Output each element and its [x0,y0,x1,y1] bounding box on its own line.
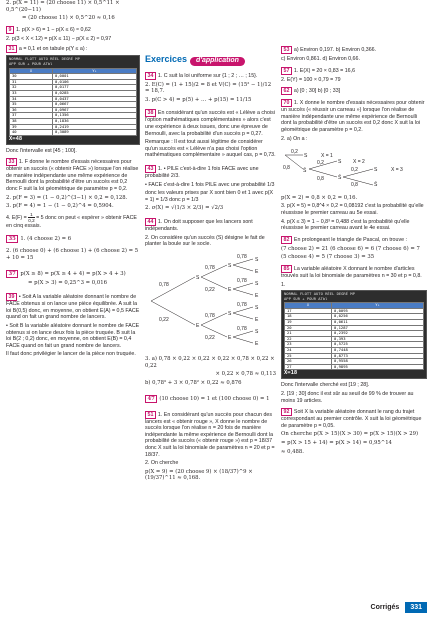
tree1-node-e2: E [228,286,232,293]
calc1-cell-x: 31 [10,79,53,85]
exercise-number-35: 35 [6,235,18,243]
ex53-b: b) Environ 0,366. [335,47,377,53]
column-3 [281,0,427,457]
calc2-cell-x: 17 [285,308,332,314]
tree2-prob-5: 0,2 [351,167,358,174]
ex57-line-2: 2. E(Y) = 100 × 0,79 = 79 [281,76,341,83]
calc2-cell-y: 0,0611 [332,320,424,326]
ex44-part4: b) 0,78³ + 3 × 0,78² × 0,22 ≈ 0,876 [145,380,242,387]
calc1-table [9,68,137,136]
ex35-text-a: 1. (4 choose 2) = 6 [20,236,72,243]
probability-tree-2 [281,147,421,187]
exercise-number-44: 44 [145,218,156,226]
ex82-part1 [281,236,427,244]
calc2-subheader: APP SUR + POUR ΔTbl [284,295,328,301]
exercise-number-51: 51 [145,411,156,419]
calc2-cell-x: 23 [285,342,332,348]
calc1-cell-y: 0,3089 [52,130,136,136]
calc2-cell-y: 0,1287 [332,325,424,331]
exercises-header [145,56,276,66]
calc1-foot: X=48 [9,135,23,142]
calc2-row [285,364,424,370]
ex62-b: b) [0 ; 33] [317,88,341,95]
tree1-prob-6: 0,22 [205,334,215,341]
ex33-part2: 2. p(F = 3) = (1 − 0,2)^(3−1) × 0,2 = 0,128. [6,194,128,201]
ex92-text-a: Soit X la variable aléatoire donnant le rang du trajet correspondant au premier contrôle. X suit la loi géométrique de paramètre p = 0,05. [281,409,422,429]
ex34-line-1 [145,72,276,80]
tree1-prob-10: 0,78 [237,325,247,332]
tree1-node-s2: S [228,262,232,269]
ex43-text-a: 1. • PILE c'est-à-dire 1 fois FACE avec une probabilité 2/3. [145,165,259,179]
ex51-text-a: 1. En considérant qu'un succès pour chacun des lancers est « obtenir rouge », X donne le nombre de succès lorsque l'on réalise n = 20 fois de manière indépendante la même expérience de Bernoulli dont la probabilité de succès (« obtenir rouge ») est p = 18/37 donc X suit la loi binomiale de paramètres n = 20 et p = 18/37. [145,411,275,458]
ex33-part4-pre: 4. E(F) = [6,214,29,221]
ex53-line-2 [281,56,427,63]
tree2-node-sb2: S̄ [338,175,342,182]
ex43-part2: • FACE c'est-à-dire 1 fois PILE avec une probabilité 1/3 [145,181,275,188]
ex33-part4 [6,212,140,230]
application-pill: d'application [190,57,245,66]
calc2-body [285,308,424,370]
exercise-number-31: 9 [6,26,14,34]
calc1-cell-y: 0,0967 [52,107,136,113]
ex31-line-2: 2. p(3 < X < 12) = p(X ≤ 11) − p(X ≤ 2) ≈ 0,97 [6,35,112,42]
ex33-part3: 3. p(F = 4) = 1 − (1 − 0,2)^4 = 0,5904. [6,203,114,210]
tree2-node-s1: S [304,153,308,160]
ex53-c: c) Environ 0,861. [281,56,322,62]
calc2-cell-y: 0,8773 [332,353,424,359]
calc1-cell-y: 0,0437 [52,96,136,102]
tree2-prob-1: 0,2 [291,149,298,156]
ex92-part2: On cherche p(X > 15)(X > 30) = p(X > 15)(X > 29) [281,431,419,438]
tree2-prob-4: 0,8 [317,176,324,183]
tree2-x1: X = 1 [321,153,333,160]
ex44-part1 [145,218,276,233]
exercise-number-39: 39 [6,293,17,301]
calc2-cell-x: 21 [285,331,332,337]
ex82-text-a: En prolongeant le triangle de Pascal, on trouve : [293,236,407,243]
calc2-cell-x: 18 [285,314,332,320]
ex70-part2: 2. a) On a : [281,135,308,142]
calc2-cell-y: 0,0256 [332,314,424,320]
ex34-text-a: 1. C suit la loi uniforme sur {1 ; 2 ; … ; 15}. [157,72,258,79]
calc2-cell-y: 0,393 [332,336,424,342]
ex43-part3: donc les valeurs prises par X sont bien 0 et 1 avec p(X = 1) = 1/3 donc p = 1/3 [145,190,274,203]
tree1-node-e3: E [228,334,232,341]
calc1-cell-y: 0,0001 [52,74,136,80]
ex51-part1 [145,411,276,459]
tree2-x2: X = 2 [353,159,365,166]
ex51-part3: p(X = 9) = (20 choose 9) × (18/37)^9 × (19/37)^11 ≈ 0,168. [145,468,253,482]
exercises-title: Exercices [145,54,188,64]
calc2-cell-x: 19 [285,320,332,326]
calc1-subheader: APP SUR + POUR ΔTbl [9,60,53,66]
ex31-text: 1. p(X > 6) = 1 − p(X ≤ 6) ≈ 0,62 [15,26,91,33]
calc2-cell-x: 27 [285,364,332,370]
ex34-line-3: 3. p(C > 4) = p(5) + … + p(15) = 11/15 [145,96,252,103]
ex35-line-1 [6,235,140,243]
calc2-col-y: Y₁ [332,303,424,309]
tree1-leaf-4: E [255,292,259,299]
ex92-part3: = p(X > 15 + 14) = p(X > 14) = 0,95^14 [281,439,392,446]
exercise-number-92: 92 [281,408,292,416]
ex85-part1 [281,265,427,280]
ex44-part2: 2. On considère qu'un succès (S) désigne le fait de planter la boule sur le socle. [145,234,265,248]
page-number: 331 [405,602,427,613]
calc1-cell-x: 33 [10,90,53,96]
calc2-cell-y: 0,9558 [332,359,424,365]
tree1-prob-4: 0,22 [205,286,215,293]
ex37-text-a: p(X ≥ 8) = p(X ≥ 4 + 4) = p(X > 4 + 3) [20,270,126,277]
calc1-cell-y: 0,1836 [52,118,136,124]
calc2-cell-y: 0,5725 [332,342,424,348]
exercise-number-43: 43 [145,165,156,173]
column-2 [145,0,276,484]
tree1-prob-8: 0,78 [237,277,247,284]
ex53-a: a) Environ 0,197. [293,47,335,53]
exercise-number-70: 70 [281,99,292,107]
tree1-prob-1: 0,78 [159,281,169,288]
ex35-line-2: 2. (6 choose 0) + (6 choose 1) + (6 choose 2) = 5 + 10 = 15 [6,248,139,262]
calc2-cell-x: 25 [285,353,332,359]
ex82-part3: (5 choose 4) = 5 (7 choose 3) = 35 [281,254,375,261]
calc1-cell-y: 0,1356 [52,113,136,119]
exercise-number-62: 62 [281,87,292,95]
exercise-number-82: 82 [281,236,292,244]
ex47-text: (10 choose 10) = 1 et (100 choose 0) = 1 [159,395,270,402]
ex44-text-a: 1. On doit supposer que les lancers sont indépendants. [145,218,253,232]
calc1-cell-x: 38 [10,118,53,124]
exercise-number-33: 33 [6,158,17,166]
exercise-number-37: 37 [6,270,18,278]
tree1-leaf-6: E [255,316,259,323]
ex33-frac-num: 1 [30,211,33,217]
ex43-part4: 2. σ(X) = √(1/3 × 2/3) = √2/3 [145,205,224,212]
ex43-part1 [145,165,276,180]
ex33-part1 [6,158,140,192]
tree1-leaf-3: S [255,280,259,287]
tree1-prob-9: 0,78 [237,301,247,308]
ex44-part3: 3. a) 0,78 × 0,22 × 0,22 × 0,22 × 0,78 × 0,22 × 0,22 [145,356,275,369]
calc1-cell-y: 0,0285 [52,90,136,96]
ex92-part4: ≈ 0,488. [281,448,304,455]
ex38-part2: Remarque : Il est tout aussi légitime de considérer qu'un succès est « Lélève n'a pas choisi l'option mathématiques complémentaire » auquel cas, p = 0,73. [145,139,276,159]
ex33-part4-post: = 5 donc on peut « espérer » obtenir FACE en cinq essais. [6,214,137,229]
footer-label: Corrigés [370,604,400,611]
ex57-a: 1. E(X) = 20 × 0,83 = 16,6 [293,67,356,74]
exercise-number-85: 85 [281,265,292,273]
ex38-text-a: En considérant qu'un succès est « Lélève a choisi l'option mathématiques complémentaires » alors c'est une expérience à deux issues, donc une épreuve de Bernoulli, avec la probabilité d'un succès p = 0,27. [145,110,275,137]
tree2-prob-6: 0,8 [351,182,358,188]
calc1-col-x: X [10,68,53,74]
ex37-line-2: = p(X > 3) = 0,25^3 = 0,016 [28,279,107,286]
exercise-number-53: 53 [281,46,292,54]
ex29-line-2: = (20 choose 11) × 0,5^20 ≈ 0,16 [22,15,115,22]
calc2-cell-x: 22 [285,336,332,342]
calc1-cell-x: 39 [10,124,53,130]
ex85-part3: Donc l'intervalle cherché est [19 ; 28]. [281,382,370,389]
ex39-part2: • Soit B la variable aléatoire donnant le nombre de FACE obtenus si on lance deux fois la pièce truquée. B suit la loi B(2 ; 0,2) donc, en moyenne, on obtient E(B) = 0,4 FACE quand on fait un grand nombre de lancers. [6,323,140,349]
ex51-part2: 2. On cherche [145,460,179,467]
calc2-header: NORMAL FLOTT AUTO RÉEL DEGRÉ MP [284,291,355,297]
ex33-frac-den: 0,2 [28,217,35,223]
calc2-cell-x: 20 [285,325,332,331]
tree1-leaf-7: S [255,328,259,335]
ex39-text-a: • Soit A la variable aléatoire donnant le nombre de FACE obtenus si on lance une pièce équilibrée. A suit la loi B(0,5) donc, en moyenne, on obtient E(A) = 0,5 FACE quand on fait un grand nombre de lancers. [6,294,140,321]
calc2-cell-x: 26 [285,359,332,365]
tree2-prob-2: 0,8 [283,165,290,172]
calc1-cell-y: 0,0177 [52,85,136,91]
ex29-line-1: 2. p(X = 11) = (20 choose 11) × 0,5^11 × 0,5^(20−11) [6,0,120,13]
calc2-cell-y: 0,9895 [332,364,424,370]
tree2-prob-3: 0,2 [317,160,324,167]
ex53-d: d) Environ 0,66. [322,56,360,62]
tree1-node-s3: S [228,310,232,317]
tree1-prob-7: 0,78 [237,253,247,260]
ex85-part4: 2. [19 ; 30] donc il est sûr au seuil de 99 % de trouver au moins 19 articles. [281,391,414,404]
ex44-part3b: × 0,22 × 0,78 ≈ 0,113 [215,371,276,378]
ex39-part3: Il faut donc privilégier le lancer de la pièce non truquée. [6,351,136,358]
ex39-part1 [6,293,140,321]
ex92-part1 [281,408,427,429]
calc1-cell-x: 40 [10,130,53,136]
calc2-col-x: X [285,303,332,309]
tree2-node-s3: S [374,167,378,174]
ex85-text-a: La variable aléatoire X donnant le nombre d'articles trouvés suit la loi binomiale de paramètres n = 30 et p = 0,8. [281,265,422,279]
calculator-screen-2 [281,290,427,379]
tree2-node-sb1: S̄ [303,168,307,175]
calc1-cell-x: 37 [10,113,53,119]
calc1-row [10,130,137,136]
ex70-text-a: 1. X donne le nombre d'essais nécessaires pour obtenir un succès (« réussir un carreau ») lorsque l'on réalise de manière indépendante une même expérience de Bernoulli dont la probabilité d'être un succès est 0,2 donc X suit la loi géométrique de paramètre p = 0,2. [281,100,425,133]
exercise-number-47: 47 [145,395,157,403]
tree2-x3: X = 3 [391,167,403,174]
calc1-cell-y: 0,0667 [52,102,136,108]
ex70-part5: 4. p(X ≤ 3) = 1 − 0,8³ = 0,488 c'est la probabilité qu'elle réussisse le premier carreau avant le 4e essai. [281,218,410,232]
ex70-part3: p(X = 2) = 0,8 × 0,2 = 0,16. [281,194,358,201]
exercise-number-38: 38 [145,109,156,117]
exercise-number-57: 57 [281,67,292,75]
ex34-line-2: 2. E(C) = (1 + 15)/2 = 8 et V(C) = (15² − 1)/12 = 18,7. [145,81,272,95]
ex32-result: Donc l'intervalle est [45 ; 100]. [6,147,77,154]
page-footer [371,602,427,613]
tree1-leaf-1: S [255,256,259,263]
tree2-node-sb3: S̄ [374,182,378,188]
tree1-node-s1: S [196,274,200,281]
calc1-cell-x: 35 [10,102,53,108]
calc1-header: NORMAL FLOTT AUTO RÉEL DEGRÉ MP [9,56,80,62]
calculator-screen-1 [6,55,140,144]
ex62-a: a) [0 ; 30] [293,88,317,95]
ex31-line-1 [6,26,140,34]
ex32-line [6,45,140,53]
column-1 [6,0,140,360]
tree1-leaf-5: S [255,304,259,311]
calc1-col-y: Y₁ [52,68,136,74]
calc2-cell-y: 0,2392 [332,331,424,337]
calc1-cell-y: 0,0106 [52,79,136,85]
tree1-leaf-8: E [255,340,259,347]
probability-tree-1 [145,253,265,349]
ex53-line-1 [281,46,427,54]
ex57-line-1 [281,67,427,75]
tree1-prob-2: 0,22 [159,316,169,323]
calc1-cell-x: 36 [10,107,53,113]
calc1-cell-x: 32 [10,85,53,91]
exercise-number-34: 34 [145,72,156,80]
calc1-cell-x: 34 [10,96,53,102]
exercise-number-32: 31 [6,45,17,53]
tree2-node-s2: S [338,159,342,166]
calc2-cell-y: 0,0095 [332,308,424,314]
ex33-text-a: 1. F donne le nombre d'essais nécessaires pour obtenir un succès (« obtenir FACE ») lorsque l'on réalise de manière indépendante une même expérience de Bernoulli dont la probabilité d'être un succès est 0,2 donc F suit la loi géométrique de paramètre p = 0,2. [6,159,139,193]
ex82-part2: (7 choose 2) = 21 (6 choose 6) = 6 (7 choose 6) = 7 [281,245,420,252]
ex32-text: a = 0,1 et on tabule p(Y ≤ a) : [18,46,88,53]
calc2-foot: X=18 [284,370,298,377]
calc2-cell-y: 0,7448 [332,348,424,354]
calc2-table [284,302,424,370]
ex85-part2: 1. [281,281,286,288]
calc2-cell-x: 24 [285,348,332,354]
tree1-leaf-2: E [255,268,259,275]
calc1-cell-y: 0,2419 [52,124,136,130]
ex70-part1 [281,99,427,133]
ex62-line [281,87,427,95]
ex70-part4: 3. p(X = 5) = 0,8^4 × 0,2 = 0,08192 c'est la probabilité qu'elle réussisse le premier carreau au 5e essai. [281,203,424,216]
calc1-cell-x: 30 [10,74,53,80]
ex47-line [145,395,276,403]
ex38-part1 [145,109,276,137]
calc1-body [10,74,137,136]
tree1-prob-5: 0,78 [205,312,215,319]
ex37-line-1 [6,270,140,278]
tree1-prob-3: 0,78 [205,264,215,271]
tree1-node-e1: E [196,322,200,329]
